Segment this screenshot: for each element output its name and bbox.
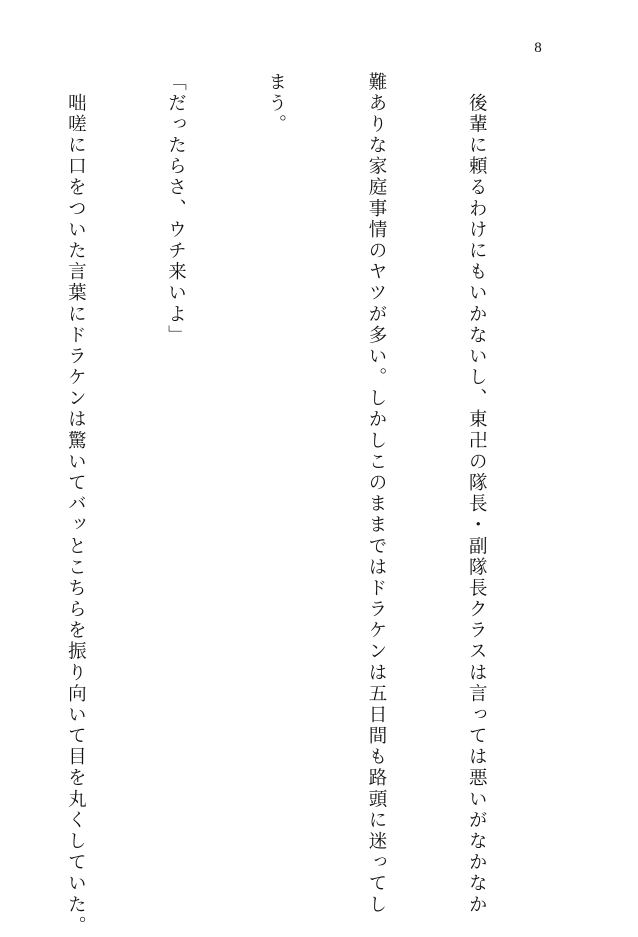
page-number: 8 — [534, 40, 542, 56]
vertical-body-text — [65, 72, 560, 937]
text-line-4: 「だったらさ、ウチ来いよ」 — [165, 72, 187, 347]
text-line-5: 咄嗟に口をついた言葉にドラケンは驚いてバッとこちらを振り向いて目を丸くしていた。 — [65, 72, 87, 937]
text-line-3: まう。 — [265, 72, 287, 136]
text-line-2: 難ありな家庭事情のヤツが多い。しかしこのままではドラケンは五日間も路頭に迷ってし — [365, 72, 387, 916]
text-line-1: 後輩に頼るわけにもいかないし、東卍の隊長・副隊長クラスは言っては悪いがなかなか — [466, 72, 488, 916]
